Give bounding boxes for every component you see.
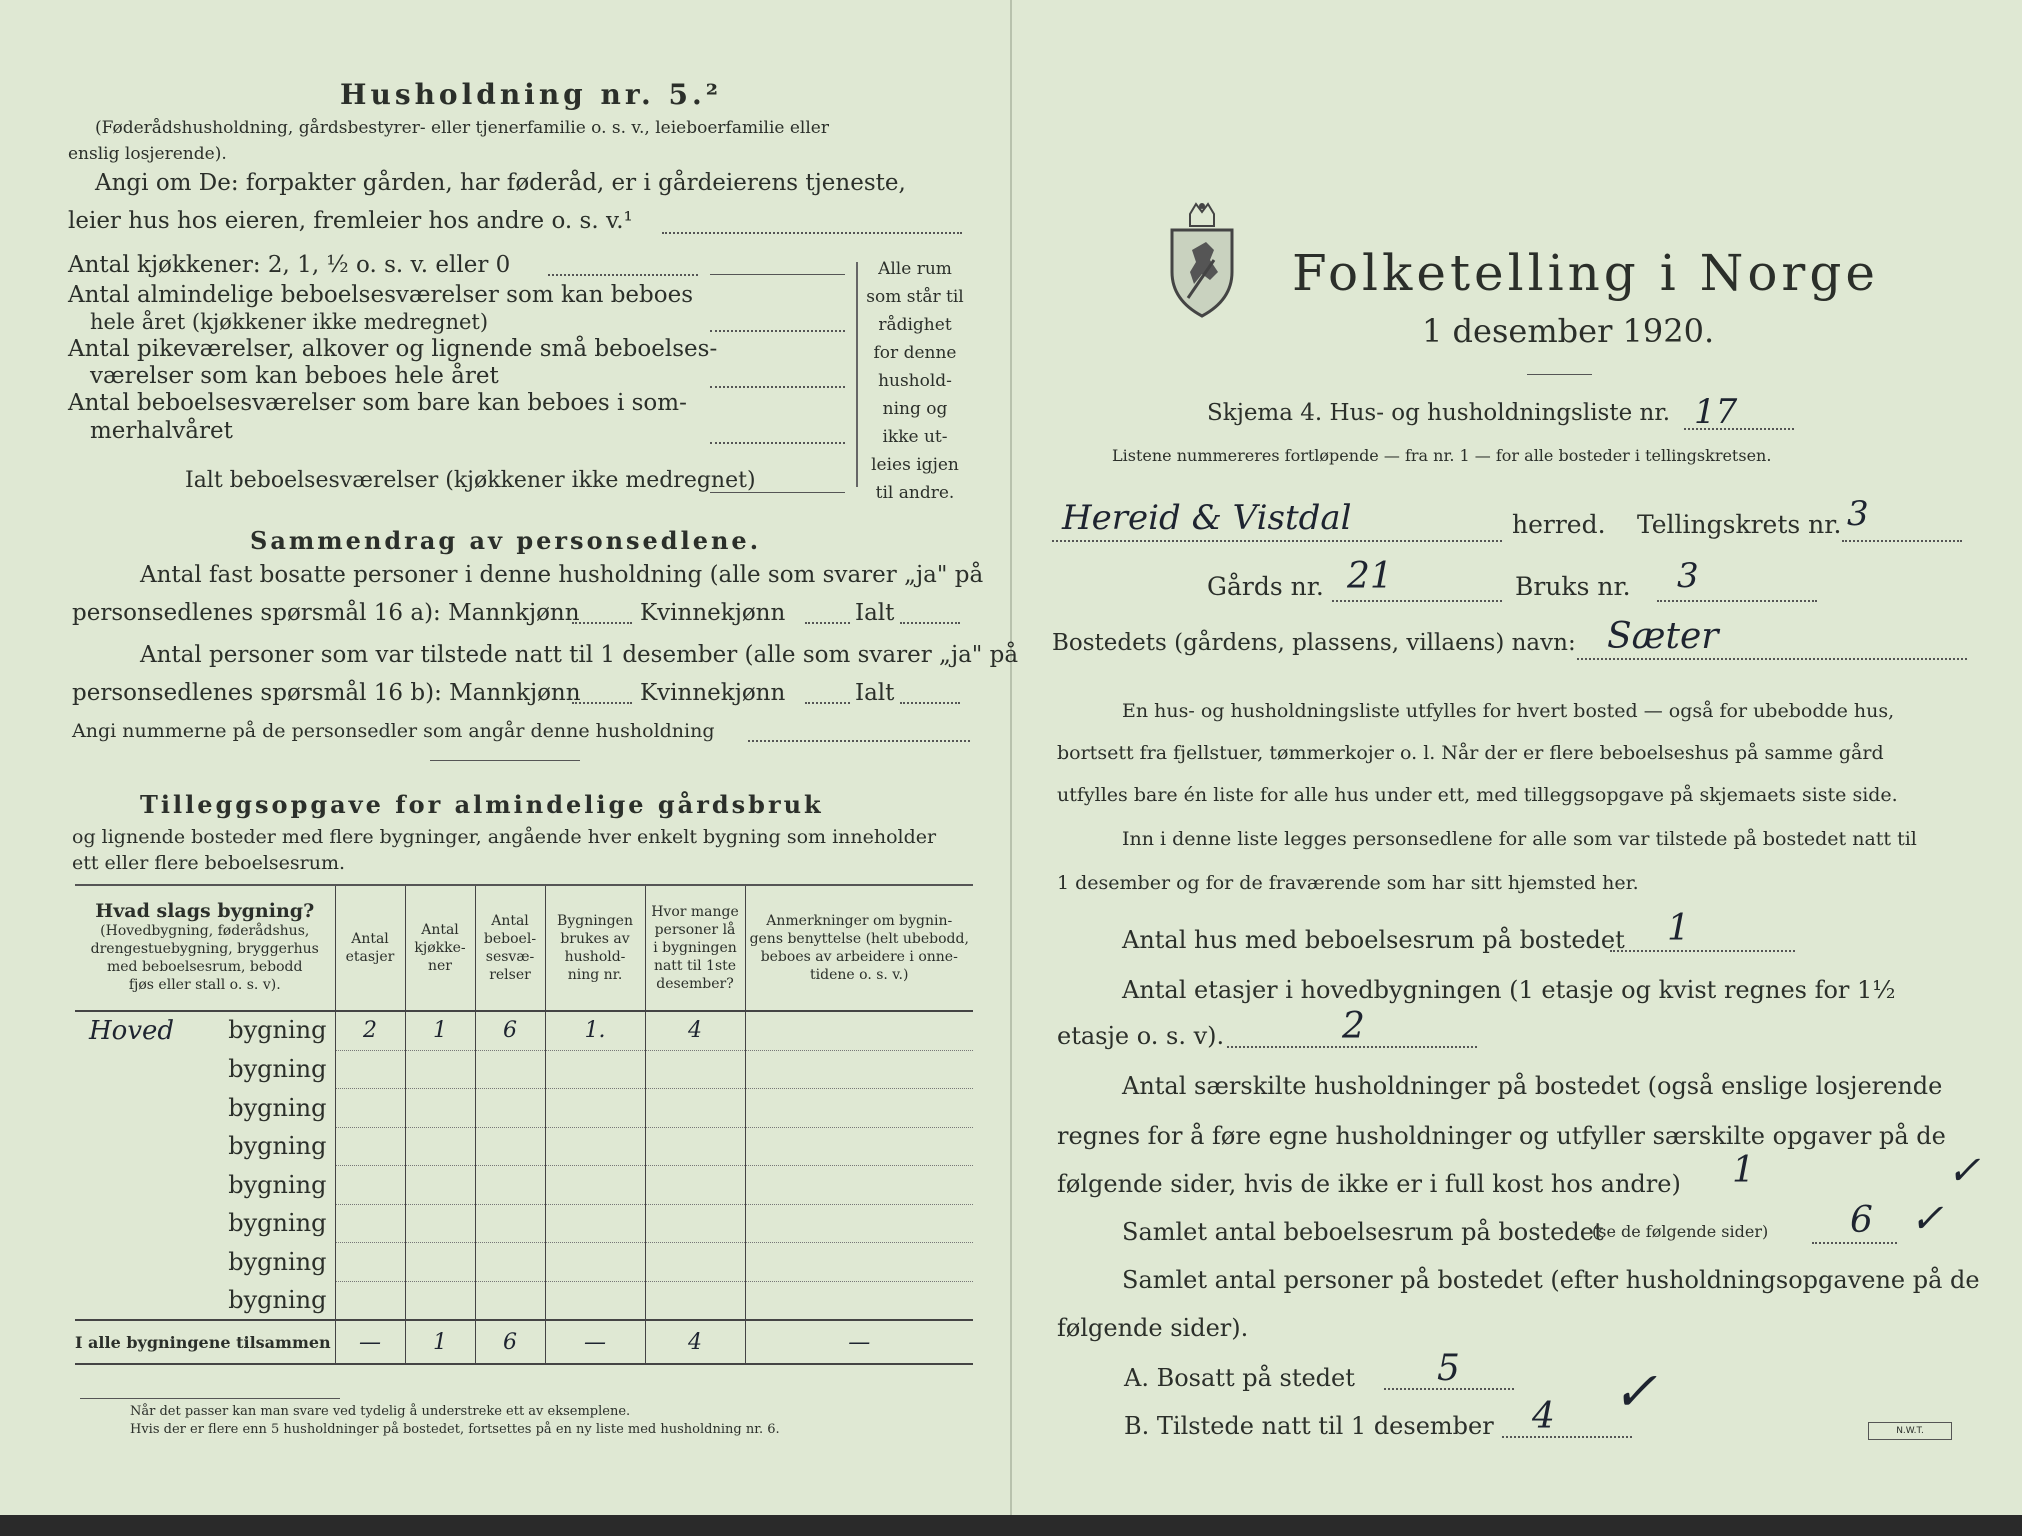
col-header-line: Anmerkninger om bygnin-: [766, 913, 953, 929]
gards-label: Gårds nr.: [1207, 572, 1324, 601]
resident-total-field[interactable]: [900, 622, 960, 624]
bruks-label: Bruks nr.: [1515, 572, 1631, 601]
summary-present-1: Antal personer som var tilstede natt til 1 desember (alle som svarer „ja" på: [140, 642, 1019, 668]
row-floors[interactable]: [335, 1243, 405, 1282]
table-row: [75, 1204, 973, 1243]
row-building-suffix: bygning: [228, 1209, 327, 1238]
col-header-line: drengestuebygning, bryggerhus: [90, 941, 319, 957]
instruction-4: Inn i denne liste legges personsedlene for alle som var tilstede på bostedet natt til: [1122, 828, 1917, 850]
a-etasjer[interactable]: 2: [1342, 1006, 1365, 1047]
q-rum: Samlet antal beboelsesrum på bostedet: [1122, 1218, 1604, 1246]
b-value-field: [1502, 1436, 1632, 1438]
bruks-value[interactable]: 3: [1677, 556, 1699, 596]
col-header-line: relser: [489, 967, 531, 983]
row-kitchens[interactable]: [405, 1127, 475, 1166]
col-header-line: personer lå: [654, 922, 736, 938]
col-kitchens: [405, 886, 475, 1011]
building-rows: [75, 1011, 973, 1320]
col-header-line: hushold-: [564, 949, 626, 965]
col-header-line: Antal: [421, 922, 459, 938]
q-personer-1: Samlet antal personer på bostedet (efter husholdningsopgavene på de: [1122, 1266, 1980, 1294]
footnote-2: Hvis der er flere enn 5 husholdninger på bostedet, fortsettes på en ny liste med husholdning nr. 6.: [130, 1422, 780, 1437]
row-household[interactable]: [545, 1281, 645, 1320]
summary-resident-female: Kvinnekjønn: [640, 600, 786, 626]
b-value[interactable]: 4: [1532, 1396, 1555, 1437]
side-note-line: hushold-: [878, 371, 952, 391]
row-building-suffix: bygning: [228, 1055, 327, 1084]
col-header-line: Antal: [491, 913, 529, 929]
row-rooms[interactable]: [475, 1243, 545, 1282]
col-header-line: beboel-: [483, 931, 537, 947]
row-floors[interactable]: 2: [335, 1011, 405, 1050]
summary-resident-1: Antal fast bosatte personer i denne husholdning (alle som svarer „ja" på: [140, 562, 984, 588]
rooms-ordinary-1: Antal almindelige beboelsesværelser som kan beboes: [68, 282, 694, 308]
table-row: [75, 1281, 973, 1320]
table-total-row: [75, 1320, 973, 1364]
total-rooms: 6: [475, 1320, 545, 1364]
row-household[interactable]: [545, 1050, 645, 1089]
row-remarks[interactable]: [745, 1089, 973, 1128]
summary-present-female: Kvinnekjønn: [640, 680, 786, 706]
row-building-name[interactable]: [75, 1127, 335, 1166]
row-building-suffix: bygning: [228, 1247, 327, 1276]
col-header-line: beboes av arbeidere i onne-: [760, 949, 958, 965]
row-building-name[interactable]: [75, 1050, 335, 1089]
instruction-5: 1 desember og for de fraværende som har sitt hjemsted her.: [1057, 872, 1639, 894]
krets-value[interactable]: 3: [1847, 494, 1869, 534]
col-header-line: fjøs eller stall o. s. v).: [128, 977, 281, 993]
col-header-line: gens benyttelse (helt ubebodd,: [749, 931, 969, 947]
table-row: [75, 1050, 973, 1089]
col-building-type-title: Hvad slags bygning?: [95, 900, 315, 922]
table-row: [75, 1243, 973, 1282]
row-household[interactable]: [545, 1166, 645, 1205]
a-value-field: [1384, 1388, 1514, 1390]
liste-nr-value[interactable]: 17: [1694, 392, 1738, 432]
bosted-value[interactable]: Sæter: [1607, 616, 1719, 657]
col-header-line: Hvor mange: [651, 904, 739, 920]
row-building-suffix: bygning: [228, 1132, 327, 1161]
row-remarks[interactable]: [745, 1011, 973, 1050]
col-header-line: sesvæ-: [485, 949, 535, 965]
title-divider: [1527, 374, 1592, 375]
row-kitchens[interactable]: [405, 1050, 475, 1089]
total-label: I alle bygningene tilsammen: [75, 1320, 335, 1364]
liste-nr-field: [1684, 428, 1794, 430]
table-row: [75, 1127, 973, 1166]
row-building-name[interactable]: [75, 1011, 335, 1050]
skjema-label: Skjema 4. Hus- og husholdningsliste nr.: [1207, 400, 1671, 426]
col-header-line: ner: [428, 958, 452, 974]
row-rooms[interactable]: [475, 1089, 545, 1128]
a-rum-field: [1812, 1242, 1897, 1244]
b-label: B. Tilstede natt til 1 desember: [1124, 1412, 1494, 1440]
section-divider: [430, 760, 580, 761]
kitchens-field[interactable]: [710, 274, 845, 275]
summer-rooms-field[interactable]: [710, 442, 845, 444]
col-floors: [335, 886, 405, 1011]
gards-value[interactable]: 21: [1347, 556, 1393, 597]
rooms-total-field[interactable]: [710, 492, 845, 493]
side-note-line: Alle rum: [878, 259, 952, 279]
row-floors[interactable]: [335, 1281, 405, 1320]
q-husholdninger-1: Antal særskilte husholdninger på bostedet (også enslige losjerende: [1122, 1072, 1943, 1100]
form-date: 1 desember 1920.: [1422, 312, 1715, 350]
row-kitchens[interactable]: [405, 1281, 475, 1320]
row-building-name[interactable]: [75, 1089, 335, 1128]
row-remarks[interactable]: [745, 1127, 973, 1166]
side-note-line: som står til: [866, 287, 964, 307]
rooms-summer-1: Antal beboelsesværelser som bare kan beboes i som-: [68, 390, 687, 416]
row-persons[interactable]: [645, 1089, 745, 1128]
gards-field: [1332, 600, 1502, 602]
row-rooms[interactable]: [475, 1166, 545, 1205]
a-rum[interactable]: 6: [1850, 1200, 1873, 1241]
row-kitchens[interactable]: [405, 1204, 475, 1243]
rooms-total: Ialt beboelsesværelser (kjøkkener ikke medregnet): [185, 468, 756, 493]
side-note-line: til andre.: [875, 483, 955, 503]
row-persons[interactable]: [645, 1281, 745, 1320]
side-note-line: ikke ut-: [882, 427, 948, 447]
col-header-line: Bygningen: [557, 913, 633, 929]
summary-present-2: personsedlenes spørsmål 16 b): Mannkjønn: [72, 680, 581, 706]
row-remarks[interactable]: [745, 1243, 973, 1282]
numbers-field[interactable]: [748, 740, 970, 742]
row-household[interactable]: [545, 1243, 645, 1282]
side-note-line: leies igjen: [871, 455, 959, 475]
liste-note: Listene nummereres fortløpende — fra nr. 1 — for alle bosteder i tellingskretsen.: [1112, 446, 1772, 465]
bosted-field: [1577, 658, 1967, 660]
bruks-field: [1657, 600, 1817, 602]
kitchens-dots: [548, 274, 698, 276]
check-mark-icon: ✓: [1612, 1360, 1658, 1423]
table-row: [75, 1166, 973, 1205]
rooms-kitchens: Antal kjøkkener: 2, 1, ½ o. s. v. eller 0: [68, 252, 511, 278]
rooms-summer-2: merhalvåret: [90, 418, 233, 444]
row-persons[interactable]: 4: [645, 1011, 745, 1050]
q-etasjer-2: etasje o. s. v).: [1057, 1022, 1225, 1050]
col-building-type: [75, 886, 335, 1011]
q-personer-2: følgende sider).: [1057, 1314, 1249, 1342]
row-building-name[interactable]: [75, 1281, 335, 1320]
herred-field: [1052, 540, 1502, 542]
row-building-name-value: Hoved: [89, 1016, 175, 1046]
a-label: A. Bosatt på stedet: [1124, 1364, 1355, 1392]
bosted-label: Bostedets (gårdens, plassens, villaens) navn:: [1052, 630, 1576, 656]
row-rooms[interactable]: [475, 1127, 545, 1166]
col-header-line: ning nr.: [567, 967, 623, 983]
present-total-field[interactable]: [900, 702, 960, 704]
norway-coat-of-arms-icon: [1162, 200, 1242, 320]
instruction-2: bortsett fra fjellstuer, tømmerkojer o. l. Når der er flere beboelseshus på samme gård: [1057, 742, 1884, 764]
col-header-line: etasjer: [345, 949, 395, 965]
row-kitchens[interactable]: [405, 1166, 475, 1205]
farm-intro-1: og lignende bosteder med flere bygninger, angående hver enkelt bygning som inneholder: [72, 826, 937, 848]
printer-stamp: N.W.T.: [1868, 1422, 1952, 1440]
rooms-brace: [848, 262, 858, 487]
row-persons[interactable]: [645, 1204, 745, 1243]
row-household[interactable]: [545, 1127, 645, 1166]
col-header-line: kjøkke-: [414, 940, 466, 956]
col-header-line: med beboelsesrum, bebodd: [107, 959, 303, 975]
col-header-line: brukes av: [560, 931, 630, 947]
farm-heading: Tilleggsopgave for almindelige gårdsbruk: [140, 790, 824, 819]
row-floors[interactable]: [335, 1050, 405, 1089]
col-header-line: i bygningen: [653, 940, 737, 956]
krets-field: [1842, 540, 1962, 542]
rooms-ordinary-2: hele året (kjøkkener ikke medregnet): [90, 310, 489, 334]
rooms-maid-1: Antal pikeværelser, alkover og lignende små beboelses-: [68, 336, 718, 362]
q-etasjer-1: Antal etasjer i hovedbygningen (1 etasje og kvist regnes for 1½: [1122, 976, 1896, 1004]
row-building-name[interactable]: [75, 1204, 335, 1243]
row-floors[interactable]: [335, 1089, 405, 1128]
col-rooms: [475, 886, 545, 1011]
summary-resident-2: personsedlenes spørsmål 16 a): Mannkjønn: [72, 600, 580, 626]
row-kitchens[interactable]: 1: [405, 1011, 475, 1050]
row-persons[interactable]: [645, 1050, 745, 1089]
row-building-suffix: bygning: [228, 1016, 327, 1044]
side-note-line: ning og: [882, 399, 948, 419]
a-value[interactable]: 5: [1437, 1348, 1460, 1389]
col-persons: [645, 886, 745, 1011]
row-household[interactable]: 1.: [545, 1011, 645, 1050]
total-persons: 4: [645, 1320, 745, 1364]
building-table-header: [75, 886, 973, 1011]
row-kitchens[interactable]: [405, 1089, 475, 1128]
side-note-line: rådighet: [878, 315, 952, 335]
col-remarks: [745, 886, 973, 1011]
row-kitchens[interactable]: [405, 1243, 475, 1282]
q-rum-note: (se de følgende sider): [1592, 1222, 1769, 1241]
row-persons[interactable]: [645, 1166, 745, 1205]
col-header-line: Antal: [351, 931, 389, 947]
intro-line-1: (Føderådshusholdning, gårdsbestyrer- eller tjenerfamilie o. s. v., leieboerfamilie eller: [95, 118, 829, 138]
summary-present-total: Ialt: [855, 680, 895, 706]
form-title: Folketelling i Norge: [1292, 244, 1879, 302]
right-page: [1012, 0, 2022, 1515]
row-rooms[interactable]: 6: [475, 1011, 545, 1050]
row-building-name[interactable]: [75, 1243, 335, 1282]
summary-resident-total: Ialt: [855, 600, 895, 626]
summary-numbers: Angi nummerne på de personsedler som angår denne husholdning: [72, 720, 715, 742]
row-remarks[interactable]: [745, 1281, 973, 1320]
total-household: —: [545, 1320, 645, 1364]
row-remarks[interactable]: [745, 1050, 973, 1089]
col-header-line: tidene o. s. v.): [810, 967, 909, 983]
row-rooms[interactable]: [475, 1050, 545, 1089]
intro-line-2: enslig losjerende).: [68, 144, 227, 164]
herred-value[interactable]: Hereid & Vistdal: [1062, 498, 1352, 538]
total-floors: —: [335, 1320, 405, 1364]
col-header-line: (Hovedbygning, føderådshus,: [100, 923, 310, 939]
row-persons[interactable]: [645, 1243, 745, 1282]
footnote-1: Når det passer kan man svare ved tydelig å understreke ett av eksemplene.: [130, 1404, 631, 1419]
resident-male-field[interactable]: [572, 622, 632, 624]
angi-answer-line[interactable]: [662, 232, 962, 234]
row-remarks[interactable]: [745, 1204, 973, 1243]
a-hus-field: [1610, 950, 1795, 952]
row-floors[interactable]: [335, 1127, 405, 1166]
left-page: [0, 0, 1019, 1515]
building-table: [75, 886, 973, 1365]
farm-intro-2: ett eller flere beboelsesrum.: [72, 852, 346, 874]
instruction-3: utfylles bare én liste for alle hus under ett, med tilleggsopgave på skjemaets siste side.: [1057, 784, 1898, 806]
check-mark-icon: ✓: [1947, 1148, 1981, 1194]
q-hus: Antal hus med beboelsesrum på bostedet: [1122, 926, 1625, 954]
side-note: [860, 255, 970, 507]
instruction-1: En hus- og husholdningsliste utfylles for hvert bosted — også for ubebodde hus,: [1122, 700, 1895, 722]
row-building-name[interactable]: [75, 1166, 335, 1205]
present-female-field[interactable]: [805, 702, 850, 704]
table-row: [75, 1089, 973, 1128]
col-header-line: desember?: [656, 976, 734, 992]
a-etasjer-field: [1227, 1046, 1477, 1048]
row-rooms[interactable]: [475, 1204, 545, 1243]
row-household[interactable]: [545, 1204, 645, 1243]
table-row: [75, 1011, 973, 1050]
col-header-line: natt til 1ste: [653, 958, 737, 974]
check-mark-icon: ✓: [1910, 1196, 1944, 1242]
household-heading: Husholdning nr. 5.²: [340, 78, 723, 111]
present-male-field[interactable]: [572, 702, 632, 704]
total-remarks: —: [745, 1320, 973, 1364]
summary-heading: Sammendrag av personsedlene.: [250, 526, 762, 555]
ordinary-rooms-field[interactable]: [710, 330, 845, 332]
side-note-line: for denne: [873, 343, 957, 363]
col-household-no: [545, 886, 645, 1011]
a-hus[interactable]: 1: [1667, 908, 1690, 949]
q-husholdninger-3: følgende sider, hvis de ikke er i full kost hos andre): [1057, 1170, 1681, 1198]
a-husholdninger[interactable]: 1: [1732, 1150, 1755, 1191]
row-floors[interactable]: [335, 1204, 405, 1243]
row-building-suffix: bygning: [228, 1286, 327, 1314]
footnote-rule: [80, 1398, 340, 1399]
row-building-suffix: bygning: [228, 1093, 327, 1122]
q-husholdninger-2: regnes for å føre egne husholdninger og utfyller særskilte opgaver på de: [1057, 1122, 1946, 1150]
row-building-suffix: bygning: [228, 1170, 327, 1199]
row-rooms[interactable]: [475, 1281, 545, 1320]
krets-label: Tellingskrets nr.: [1637, 510, 1842, 539]
maid-rooms-field[interactable]: [710, 386, 845, 388]
angi-line-1: Angi om De: forpakter gården, har føderåd, er i gårdeierens tjeneste,: [95, 170, 906, 196]
herred-label: herred.: [1512, 510, 1606, 539]
resident-female-field[interactable]: [805, 622, 850, 624]
rooms-maid-2: værelser som kan beboes hele året: [90, 363, 499, 389]
row-remarks[interactable]: [745, 1166, 973, 1205]
total-kitchens: 1: [405, 1320, 475, 1364]
row-persons[interactable]: [645, 1127, 745, 1166]
row-floors[interactable]: [335, 1166, 405, 1205]
angi-line-2: leier hus hos eieren, fremleier hos andre o. s. v.¹: [68, 208, 633, 234]
row-household[interactable]: [545, 1089, 645, 1128]
